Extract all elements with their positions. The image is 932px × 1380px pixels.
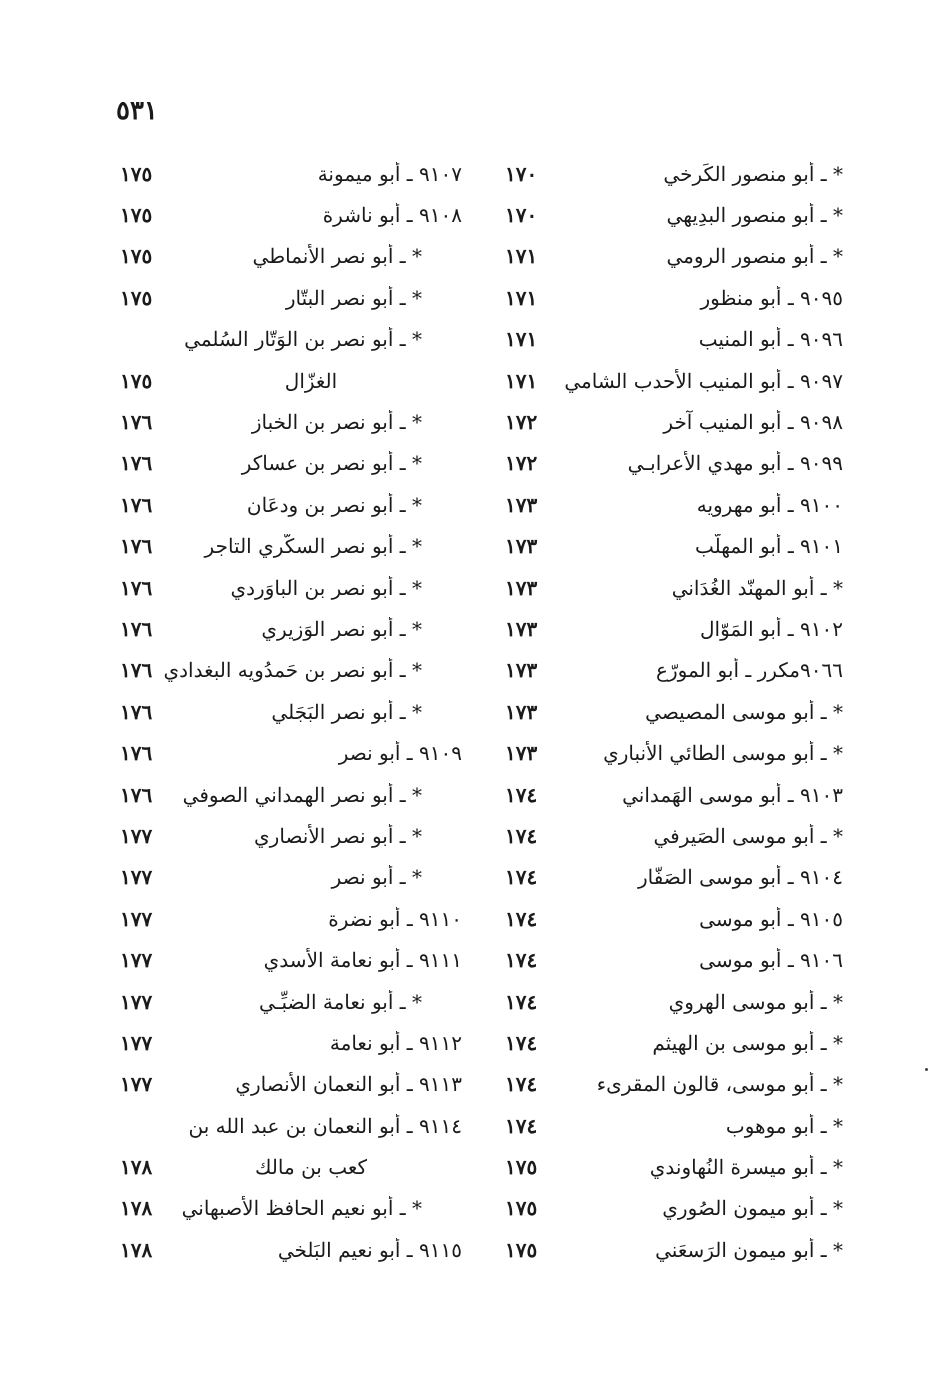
index-entry (505, 194, 843, 235)
entry-page: ١٧٦ (120, 699, 153, 724)
entry-name: * ـ أبو نصر الأنماطي (252, 244, 422, 269)
entry-name: ٩٠٦٦مكرر ـ أبو المورّع (656, 658, 843, 683)
entry-name: ٩٠٩٦ ـ أبو المنيب (698, 327, 843, 352)
entry-name: الغزّال (284, 368, 338, 393)
entry-page: ١٧٣ (505, 658, 538, 683)
entry-name: * ـ أبو نصر بن عساكر (241, 451, 422, 476)
entry-name: ٩٠٩٧ ـ أبو المنيب الأحدب الشامي (564, 368, 843, 393)
entry-name: * ـ أبو موهوب (725, 1113, 843, 1138)
margin-speck (925, 1068, 928, 1071)
entry-page: ١٧٠ (505, 203, 538, 228)
entry-name: * ـ أبو نصر السكّري التاجر (204, 534, 422, 559)
page-number: ٥٣١ (116, 96, 158, 126)
entry-name: * ـ أبو ميسرة النُهاوندي (649, 1155, 843, 1180)
entry-name: * ـ أبو نصر الأنصاري (254, 823, 422, 848)
entry-page: ١٧٦ (120, 451, 153, 476)
index-entry (505, 939, 843, 980)
entry-page: ١٧٥ (120, 285, 153, 310)
index-entry (505, 236, 843, 277)
entry-page: ١٧٤ (505, 865, 538, 890)
entry-page: ١٧٦ (120, 575, 153, 600)
entry-page: ١٧٥ (120, 244, 153, 269)
entry-page: ١٧٥ (505, 1196, 538, 1221)
entry-page: ١٧٥ (505, 1155, 538, 1180)
entry-name: ٩١١٢ ـ أبو نعامة (329, 1030, 462, 1055)
entry-name: * ـ أبو نصر بن ودعَان (246, 492, 422, 517)
index-entry (120, 1105, 462, 1146)
entry-name: * ـ أبو نصر الهمداني الصوفي (182, 782, 422, 807)
index-entry (120, 236, 462, 277)
index-entry (120, 319, 462, 360)
entry-page: ١٧٤ (505, 1030, 538, 1055)
entry-name: * ـ أبو نعيم الحافظ الأصبهاني (181, 1196, 422, 1221)
entry-name: ٩٠٩٩ ـ أبو مهدي الأعرابـي (627, 451, 843, 476)
entry-page: ١٧١ (505, 327, 538, 352)
index-entry (120, 526, 462, 567)
entry-name: * ـ أبو موسى الهروي (668, 989, 843, 1014)
entry-name: * ـ أبو منصور الكَرخي (663, 161, 843, 186)
entry-name: ٩١٠٢ ـ أبو المَوّال (700, 616, 843, 641)
entry-name: ٩١٠٥ ـ أبو موسى (699, 906, 843, 931)
entry-name: * ـ أبو منصور الرومي (666, 244, 843, 269)
entry-page: ١٧٤ (505, 823, 538, 848)
entry-page: ١٧٤ (505, 1113, 538, 1138)
entry-page: ١٧٦ (120, 658, 153, 683)
entry-name: * ـ أبو نعامة الضبِّـي (258, 989, 422, 1014)
index-entry (505, 608, 843, 649)
entry-page: ١٧١ (505, 285, 538, 310)
index-entry (505, 1022, 843, 1063)
entry-page: ١٧٤ (505, 906, 538, 931)
entry-name: * ـ أبو ميمون الرَسعَني (655, 1237, 843, 1262)
index-entry (505, 1188, 843, 1229)
index-entry (120, 981, 462, 1022)
index-column-left (120, 153, 462, 1271)
index-entry (120, 691, 462, 732)
entry-page: ١٧٤ (505, 782, 538, 807)
index-entry (505, 401, 843, 442)
index-entry (505, 691, 843, 732)
index-entry (120, 443, 462, 484)
entry-page: ١٧٥ (120, 368, 153, 393)
index-entry (505, 484, 843, 525)
entry-name: * ـ أبو ميمون الصُوري (662, 1196, 843, 1221)
index-entry (120, 401, 462, 442)
entry-name: ٩١١٥ ـ أبو نعيم البَلخي (277, 1237, 462, 1262)
index-entry (120, 1229, 462, 1270)
entry-page: ١٧٣ (505, 534, 538, 559)
index-entry (505, 1105, 843, 1146)
index-entry (505, 732, 843, 773)
entry-name: * ـ أبو نصر بن الوَتّار السُلمي (184, 327, 422, 352)
entry-name: ٩١٠٤ ـ أبو موسى الصَفّار (637, 865, 843, 890)
index-column-right (505, 153, 843, 1271)
entry-page: ١٧٣ (505, 492, 538, 517)
entry-name: ٩١٠٩ ـ أبو نصر (338, 741, 462, 766)
index-entry (120, 484, 462, 525)
index-entry (120, 732, 462, 773)
index-entry (120, 1064, 462, 1105)
entry-page: ١٧٠ (505, 161, 538, 186)
entry-name: * ـ أبو موسى، قالون المقرىء (596, 1072, 843, 1097)
entry-name: * ـ أبو نصر (331, 865, 422, 890)
entry-name: ٩١١٤ ـ أبو النعمان بن عبد الله بن (188, 1113, 462, 1138)
entry-name: كعب بن مالك (254, 1155, 368, 1180)
index-entry (505, 774, 843, 815)
entry-name: ٩١٠٦ ـ أبو موسى (699, 948, 843, 973)
entry-page: ١٧٣ (505, 575, 538, 600)
index-entry (505, 443, 843, 484)
index-entry (120, 567, 462, 608)
entry-name: ٩١٠٨ ـ أبو ناشرة (322, 203, 462, 228)
entry-name: ٩١١١ ـ أبو نعامة الأسدي (263, 948, 462, 973)
index-entry (120, 1022, 462, 1063)
index-entry (120, 650, 462, 691)
entry-name: ٩١٠٧ ـ أبو ميمونة (317, 161, 462, 186)
index-entry (505, 857, 843, 898)
entry-name: * ـ أبو المهنّد الغُدَاني (671, 575, 843, 600)
entry-name: ٩٠٩٥ ـ أبو منظور (700, 285, 843, 310)
index-entry (505, 650, 843, 691)
entry-page: ١٧٧ (120, 906, 153, 931)
index-entry (505, 898, 843, 939)
index-entry (505, 981, 843, 1022)
entry-page: ١٧٧ (120, 1030, 153, 1055)
index-entry (120, 815, 462, 856)
index-entry (505, 1229, 843, 1270)
entry-name: ٩١٠٠ ـ أبو مهرويه (696, 492, 843, 517)
entry-page: ١٧١ (505, 368, 538, 393)
entry-name: * ـ أبو موسى المصيصي (645, 699, 843, 724)
entry-name: ٩٠٩٨ ـ أبو المنيب آخر (663, 410, 843, 435)
entry-page: ١٧٣ (505, 741, 538, 766)
index-entry (120, 898, 462, 939)
entry-name: ٩١١٠ ـ أبو نضرة (328, 906, 462, 931)
entry-name: * ـ أبو نصر بن حَمدُويه البغدادي (163, 658, 422, 683)
entry-name: * ـ أبو نصر البتّار (285, 285, 422, 310)
index-entry (505, 277, 843, 318)
entry-page: ١٧٣ (505, 616, 538, 641)
index-entry (120, 277, 462, 318)
entry-page: ١٧٥ (120, 161, 153, 186)
entry-name: * ـ أبو منصور البدِيهي (666, 203, 843, 228)
entry-name: * ـ أبو نصر البَجَلي (271, 699, 422, 724)
entry-page: ١٧٨ (120, 1196, 153, 1221)
index-entry (505, 1146, 843, 1187)
entry-page: ١٧٢ (505, 410, 538, 435)
index-entry (505, 567, 843, 608)
index-entry (505, 815, 843, 856)
entry-name: ٩١١٣ ـ أبو النعمان الأنصاري (235, 1072, 462, 1097)
entry-name: * ـ أبو نصر بن الخباز (251, 410, 422, 435)
index-entry (120, 1188, 462, 1229)
index-entry (120, 857, 462, 898)
index-entry (505, 153, 843, 194)
entry-page: ١٧٤ (505, 948, 538, 973)
entry-page: ١٧٧ (120, 989, 153, 1014)
entry-page: ١٧٧ (120, 865, 153, 890)
entry-page: ١٧٧ (120, 1072, 153, 1097)
index-entry (505, 319, 843, 360)
index-entry (120, 1146, 462, 1187)
index-entry (120, 153, 462, 194)
entry-page: ١٧٨ (120, 1237, 153, 1262)
index-entry (505, 526, 843, 567)
entry-name: * ـ أبو نصر الوَزيري (261, 616, 422, 641)
entry-page: ١٧٦ (120, 492, 153, 517)
entry-page: ١٧٦ (120, 534, 153, 559)
index-entry (120, 360, 462, 401)
index-entry (120, 939, 462, 980)
entry-page: ١٧٧ (120, 823, 153, 848)
entry-name: * ـ أبو نصر بن الباوَردي (230, 575, 422, 600)
index-entry (120, 774, 462, 815)
entry-page: ١٧٦ (120, 782, 153, 807)
entry-name: * ـ أبو موسى بن الهيثم (652, 1030, 843, 1055)
entry-page: ١٧٢ (505, 451, 538, 476)
entry-name: * ـ أبو موسى الصَيرفي (653, 823, 843, 848)
entry-page: ١٧١ (505, 244, 538, 269)
entry-page: ١٧٦ (120, 410, 153, 435)
index-entry (120, 194, 462, 235)
entry-page: ١٧٦ (120, 616, 153, 641)
entry-name: ٩١٠١ ـ أبو المهلّب (694, 534, 843, 559)
index-entry (505, 1064, 843, 1105)
entry-page: ١٧٦ (120, 741, 153, 766)
entry-page: ١٧٤ (505, 1072, 538, 1097)
entry-name: * ـ أبو موسى الطائي الأنباري (603, 741, 843, 766)
entry-page: ١٧٤ (505, 989, 538, 1014)
entry-page: ١٧٧ (120, 948, 153, 973)
index-entry (120, 608, 462, 649)
entry-page: ١٧٥ (120, 203, 153, 228)
entry-page: ١٧٥ (505, 1237, 538, 1262)
entry-page: ١٧٨ (120, 1155, 153, 1180)
index-entry (505, 360, 843, 401)
entry-name: ٩١٠٣ ـ أبو موسى الهَمداني (622, 782, 843, 807)
entry-page: ١٧٣ (505, 699, 538, 724)
